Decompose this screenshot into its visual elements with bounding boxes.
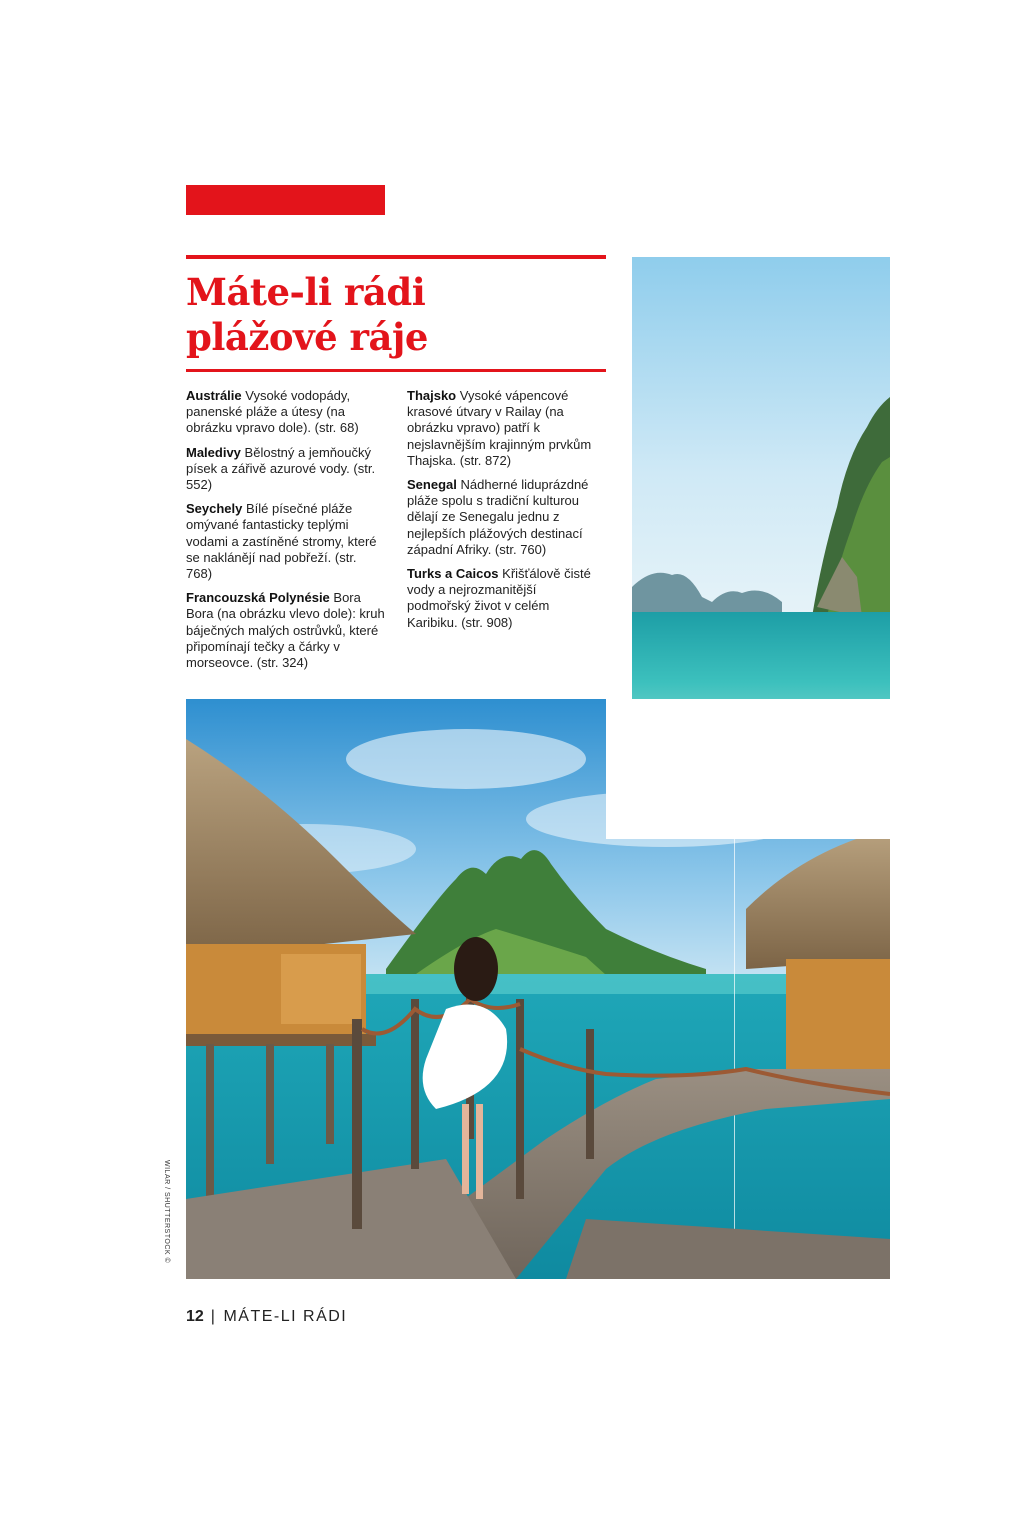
- right-text-column: [407, 388, 599, 639]
- entry-text: Bělostný a jemňoučký písek a zářivě azurové vody. (str. 552): [186, 444, 376, 493]
- entry-name: Senegal: [407, 477, 457, 493]
- entry-name: Seychely: [186, 501, 243, 517]
- entry-name: Maledivy: [186, 444, 241, 460]
- list-item: [186, 590, 386, 671]
- layout-notch: [606, 699, 890, 839]
- entry-name: Thajsko: [407, 388, 457, 403]
- left-text-column: [186, 388, 386, 679]
- heading-top-rule: [186, 255, 606, 259]
- entry-text: Bílé písečné pláže omývané fantasticky teplými vodami a zastíněné stromy, které se naklánějí nad pobřeží. (str. 768): [186, 501, 377, 582]
- entry-name: Austrálie: [186, 388, 242, 403]
- list-item: [407, 388, 599, 469]
- page-title: [186, 270, 616, 360]
- entry-text: Vysoké vodopády, panenské pláže a útesy (na obrázku vpravo dole). (str. 68): [186, 388, 359, 436]
- section-color-tab: [186, 185, 385, 215]
- page-number: 12: [186, 1308, 204, 1325]
- footer-section: MÁTE-LI RÁDI: [223, 1308, 348, 1325]
- heading-bottom-rule: [186, 369, 606, 372]
- list-item: [186, 501, 386, 582]
- title-line-2: plážové ráje: [186, 315, 428, 359]
- list-item: [186, 388, 386, 437]
- entry-text: Křišťálově čisté vody a nejrozmanitější podmořský život v celém Karibiku. (str. 908): [407, 566, 591, 630]
- page-footer: [186, 1308, 347, 1326]
- entry-name: Francouzská Polynésie: [186, 590, 330, 606]
- list-item: [186, 445, 386, 494]
- entry-text: Nádherné liduprázdné pláže spolu s tradiční kulturou dělají ze Senegalu jednu z nejlepších plážových destinací západní Afriky. (str. 760): [407, 477, 589, 557]
- entry-name: Turks a Caicos: [407, 566, 499, 582]
- entry-text: Bora Bora (na obrázku vlevo dole): kruh báječných malých ostrůvků, které připomínají tečky a čárky v morseovce. (str. 324): [186, 590, 385, 671]
- list-item: [407, 566, 599, 631]
- entry-text: Vysoké vápencové krasové útvary v Railay (na obrázku vpravo) patří k nejslavnějším krajinným prvkům Thajska. (str. 872): [407, 388, 592, 468]
- title-line-1: Máte-li rádi: [186, 270, 426, 314]
- footer-separator: |: [210, 1308, 217, 1325]
- list-item: [407, 477, 599, 558]
- photo-credit: WILAR / SHUTTERSTOCK ©: [163, 1160, 170, 1264]
